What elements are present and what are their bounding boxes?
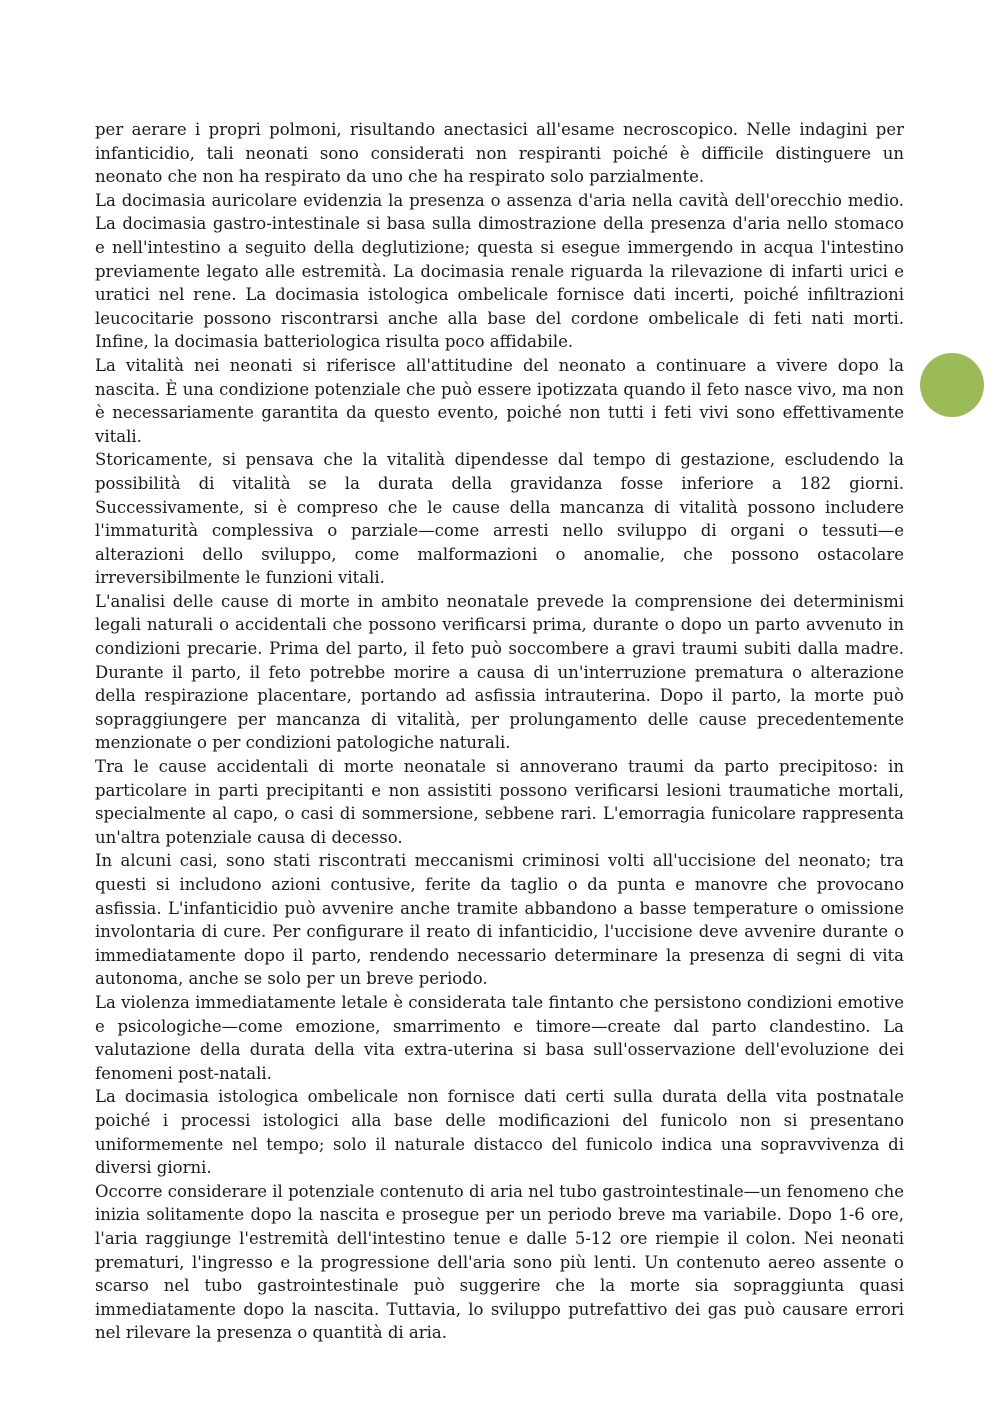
paragraph-1: per aerare i propri polmoni, risultando anectasici all'esame necroscopico. Nelle indagini per infanticidio, tali neonati sono considerati non respiranti poiché è difficile distinguere un neonato che non ha respirato da uno che ha respirato solo parzialmente. — [95, 120, 904, 187]
paragraph-8: La violenza immediatamente letale è considerata tale fintanto che persistono condizioni emotive e psicologiche—come emozione, smarrimento e timore—create dal parto clandestino. La valutazione della durata della vita extra-uterina si basa sull'osservazione dell'evoluzione dei fenomeni post-natali. — [95, 992, 904, 1083]
paragraph-4: Storicamente, si pensava che la vitalità dipendesse dal tempo di gestazione, escludendo la possibilità di vitalità se la durata della gravidanza fosse inferiore a 182 giorni. Successivamente, si è compreso che le cause della mancanza di vitalità possono includere l'immaturità complessiva o parziale—come arresti nello sviluppo di organi o tessuti—e alterazioni dello sviluppo, come malformazioni o anomalie, che possono ostacolare irreversibilmente le funzioni vitali. — [95, 450, 904, 588]
paragraph-3: La vitalità nei neonati si riferisce all'attitudine del neonato a continuare a vivere dopo la nascita. È una condizione potenziale che può essere ipotizzata quando il feto nasce vivo, ma non è necessariamente garantita da questo evento, poiché non tutti i feti vivi sono effettivamente vitali. — [95, 355, 904, 446]
decorative-circle — [920, 353, 984, 417]
page-body — [95, 118, 904, 1345]
paragraph-5: L'analisi delle cause di morte in ambito neonatale prevede la comprensione dei determinismi legali naturali o accidentali che possono verificarsi prima, durante o dopo un parto avvenuto in condizioni precarie. Prima del parto, il feto può soccombere a gravi traumi subiti dalla madre. Durante il parto, il feto potrebbe morire a causa di un'interruzione prematura o alterazione della respirazione placentare, portando ad asfissia intrauterina. Dopo il parto, la morte può sopraggiungere per mancanza di vitalità, per prolungamento delle cause precedentemente menzionate o per condizioni patologiche naturali. — [95, 591, 904, 753]
paragraph-9: La docimasia istologica ombelicale non fornisce dati certi sulla durata della vita postnatale poiché i processi istologici alla base delle modificazioni del funicolo non si presentano uniformemente nel tempo; solo il naturale distacco del funicolo indica una sopravvivenza di diversi giorni. — [95, 1087, 904, 1178]
paragraph-7: In alcuni casi, sono stati riscontrati meccanismi criminosi volti all'uccisione del neonato; tra questi si includono azioni contusive, ferite da taglio o da punta e manovre che provocano asfissia. L'infanticidio può avvenire anche tramite abbandono a basse temperature o omissione involontaria di cure. Per configurare il reato di infanticidio, l'uccisione deve avvenire durante o immediatamente dopo il parto, rendendo necessario determinare la presenza di segni di vita autonoma, anche se solo per un breve periodo. — [95, 851, 904, 989]
paragraph-6: Tra le cause accidentali di morte neonatale si annoverano traumi da parto precipitoso: in particolare in parti precipitanti e non assistiti possono verificarsi lesioni traumatiche mortali, specialmente al capo, o casi di sommersione, sebbene rari. L'emorragia funicolare rappresenta un'altra potenziale causa di decesso. — [95, 757, 904, 847]
paragraph-2: La docimasia auricolare evidenzia la presenza o assenza d'aria nella cavità dell'orecchio medio. La docimasia gastro-intestinale si basa sulla dimostrazione della presenza d'aria nello stomaco e nell'intestino a seguito della deglutizione; questa si esegue immergendo in acqua l'intestino previamente legato alle estremità. La docimasia renale riguarda la rilevazione di infarti urici e uratici nel rene. La docimasia istologica ombelicale fornisce dati incerti, poiché infiltrazioni leucocitarie possono riscontrarsi anche alla base del cordone ombelicale di feti nati morti. Infine, la docimasia batteriologica risulta poco affidabile. — [95, 190, 904, 352]
paragraph-10: Occorre considerare il potenziale contenuto di aria nel tubo gastrointestinale—un fenomeno che inizia solitamente dopo la nascita e prosegue per un periodo breve ma variabile. Dopo 1-6 ore, l'aria raggiunge l'estremità dell'intestino tenue e dalle 5-12 ore riempie il colon. Nei neonati prematuri, l'ingresso e la progressione dell'aria sono più lenti. Un contenuto aereo assente o scarso nel tubo gastrointestinale può suggerire che la morte sia sopraggiunta quasi immediatamente dopo la nascita. Tuttavia, lo sviluppo putrefattivo dei gas può causare errori nel rilevare la presenza o quantità di aria. — [95, 1181, 904, 1343]
